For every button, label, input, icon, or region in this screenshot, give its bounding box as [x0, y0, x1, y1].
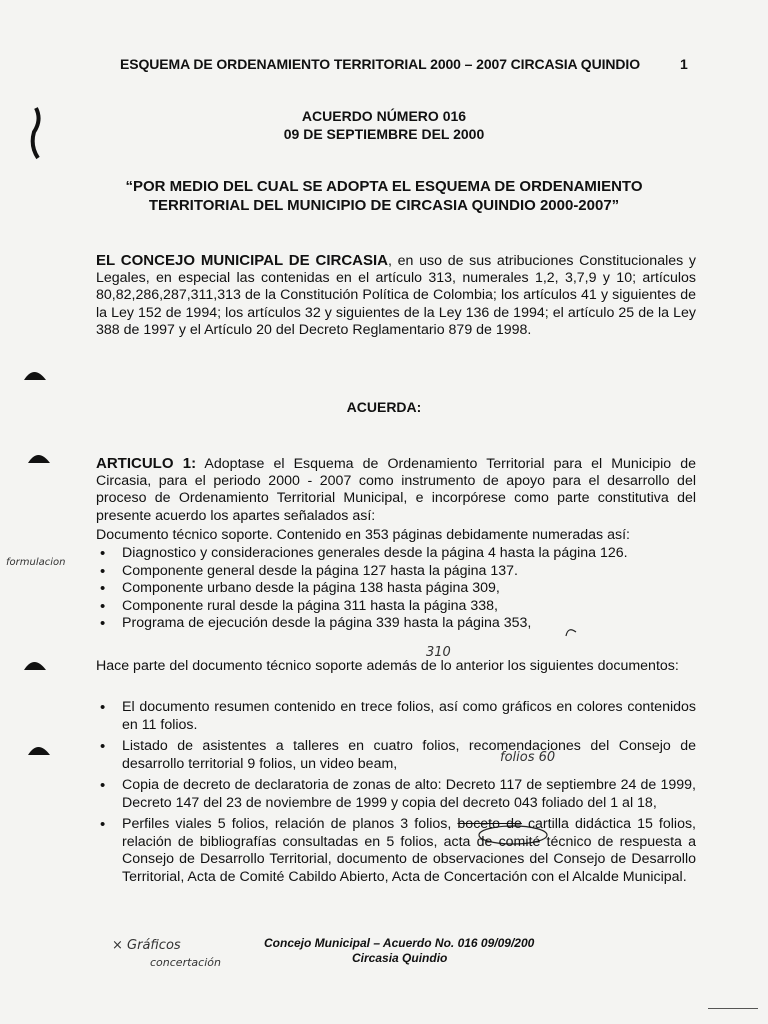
list-item	[96, 816, 696, 886]
bottom-rule	[708, 1008, 758, 1009]
doc4-before: Perfiles viales 5 folios, relación de planos 3 folios,	[122, 816, 458, 832]
acuerda-heading: ACUERDA:	[346, 399, 422, 415]
intro-text: , en uso de sus atribuciones Constitucionales y Legales, en especial las contenidas en el artículo 313, numerales 1,2, 3,7,9 y 10; artículos 80,82,286,287,311,313 de la Constitución Política de Colombia; los artículos 41 y siguientes de la Ley 152 de 1994; los artículos 32 y siguientes de la Ley 136 de 1994; el artículo 25 de la Ley 388 de 1997 y el Artículo 20 del Decreto Reglamentario 879 de 1998.	[96, 253, 697, 338]
list-item: • Componente general desde la página 127 hasta la página 137.	[96, 563, 696, 581]
handwritten-footer-note1: × Gráficos	[112, 938, 181, 953]
intro-bold: EL CONCEJO MUNICIPAL DE CIRCASIA	[96, 252, 389, 269]
doc4-struck: boceto de	[457, 816, 522, 832]
hace-parte-paragraph: Hace parte del documento técnico soporte además de lo anterior los siguientes documentos:	[96, 658, 679, 674]
page-header: ESQUEMA DE ORDENAMIENTO TERRITORIAL 2000 – 2007 CIRCASIA QUINDIO	[120, 56, 641, 72]
footer-line1: Concejo Municipal – Acuerdo No. 016 09/09/200	[264, 936, 535, 950]
hole-punch-3	[24, 662, 46, 670]
documents-list	[96, 699, 696, 890]
handwritten-footer-note2: concertación	[150, 956, 221, 969]
list-item: • Componente urbano desde la página 138 hasta página 309,	[96, 580, 696, 598]
articulo1-paragraph	[96, 455, 696, 525]
hole-punch-2	[28, 455, 50, 463]
articulo1-text: Adoptase el Esquema de Ordenamiento Territorial para el Municipio de Circasia, para el periodo 2000 - 2007 como instrumento de apoyo para el desarrollo del proceso de Ordenamiento Territorial Municipal, e incorpórese como parte constitutiva del presente acuerdo los apartes señalados así:	[96, 456, 696, 524]
list-item: • Diagnostico y consideraciones generales desde la página 4 hasta la página 126.	[96, 545, 696, 563]
list-item: • Programa de ejecución desde la página 339 hasta la página 353,	[96, 615, 696, 633]
documento-tecnico-line: Documento técnico soporte. Contenido en 353 páginas debidamente numeradas así:	[96, 527, 630, 543]
document-title-line1: “POR MEDIO DEL CUAL SE ADOPTA EL ESQUEMA DE ORDENAMIENTO	[125, 178, 643, 195]
hole-punch-1	[24, 372, 46, 380]
document-title-line2: TERRITORIAL DEL MUNICIPIO DE CIRCASIA QUINDIO 2000-2007”	[148, 197, 620, 214]
handwritten-page-correction: 310	[426, 645, 451, 660]
handwritten-folios-note: folios 60	[500, 750, 556, 765]
doc4-after: cartilla didáctica 15 folios, relación de bibliografías consultadas en 5 folios, acta de comité técnico de respuesta a Consejo de Desarrollo Territorial, documento de observaciones del Consejo de Desarrollo Territorial, Acta de Comité Cabildo Abierto, Acta de Concertación con el Alcalde Municipal.	[122, 816, 696, 885]
list-item: • El documento resumen contenido en trece folios, así como gráficos en colores contenidos en 11 folios.	[96, 699, 696, 734]
list-item: • Componente rural desde la página 311 hasta la página 338,	[96, 598, 696, 616]
hole-punch-4	[28, 747, 50, 755]
acuerdo-number: ACUERDO NÚMERO 016	[301, 108, 467, 124]
intro-paragraph	[96, 252, 696, 339]
page-number: 1	[680, 56, 688, 72]
list-item: • Copia de decreto de declaratoria de zonas de alto: Decreto 117 de septiembre 24 de 1999, Decreto 147 del 23 de noviembre de 1999 y copia del decreto 043 foliado del 1 al 18,	[96, 777, 696, 812]
list-item: • Listado de asistentes a talleres en cuatro folios, recomendaciones del Consejo de desarrollo territorial 9 folios, un video beam,	[96, 738, 696, 773]
footer-line2: Circasia Quindio	[352, 951, 448, 965]
articulo1-label: ARTICULO 1:	[96, 455, 197, 472]
handwritten-margin-note: formulacion	[6, 557, 66, 568]
components-list	[96, 545, 696, 633]
acuerdo-date: 09 DE SEPTIEMBRE DEL 2000	[283, 126, 485, 142]
